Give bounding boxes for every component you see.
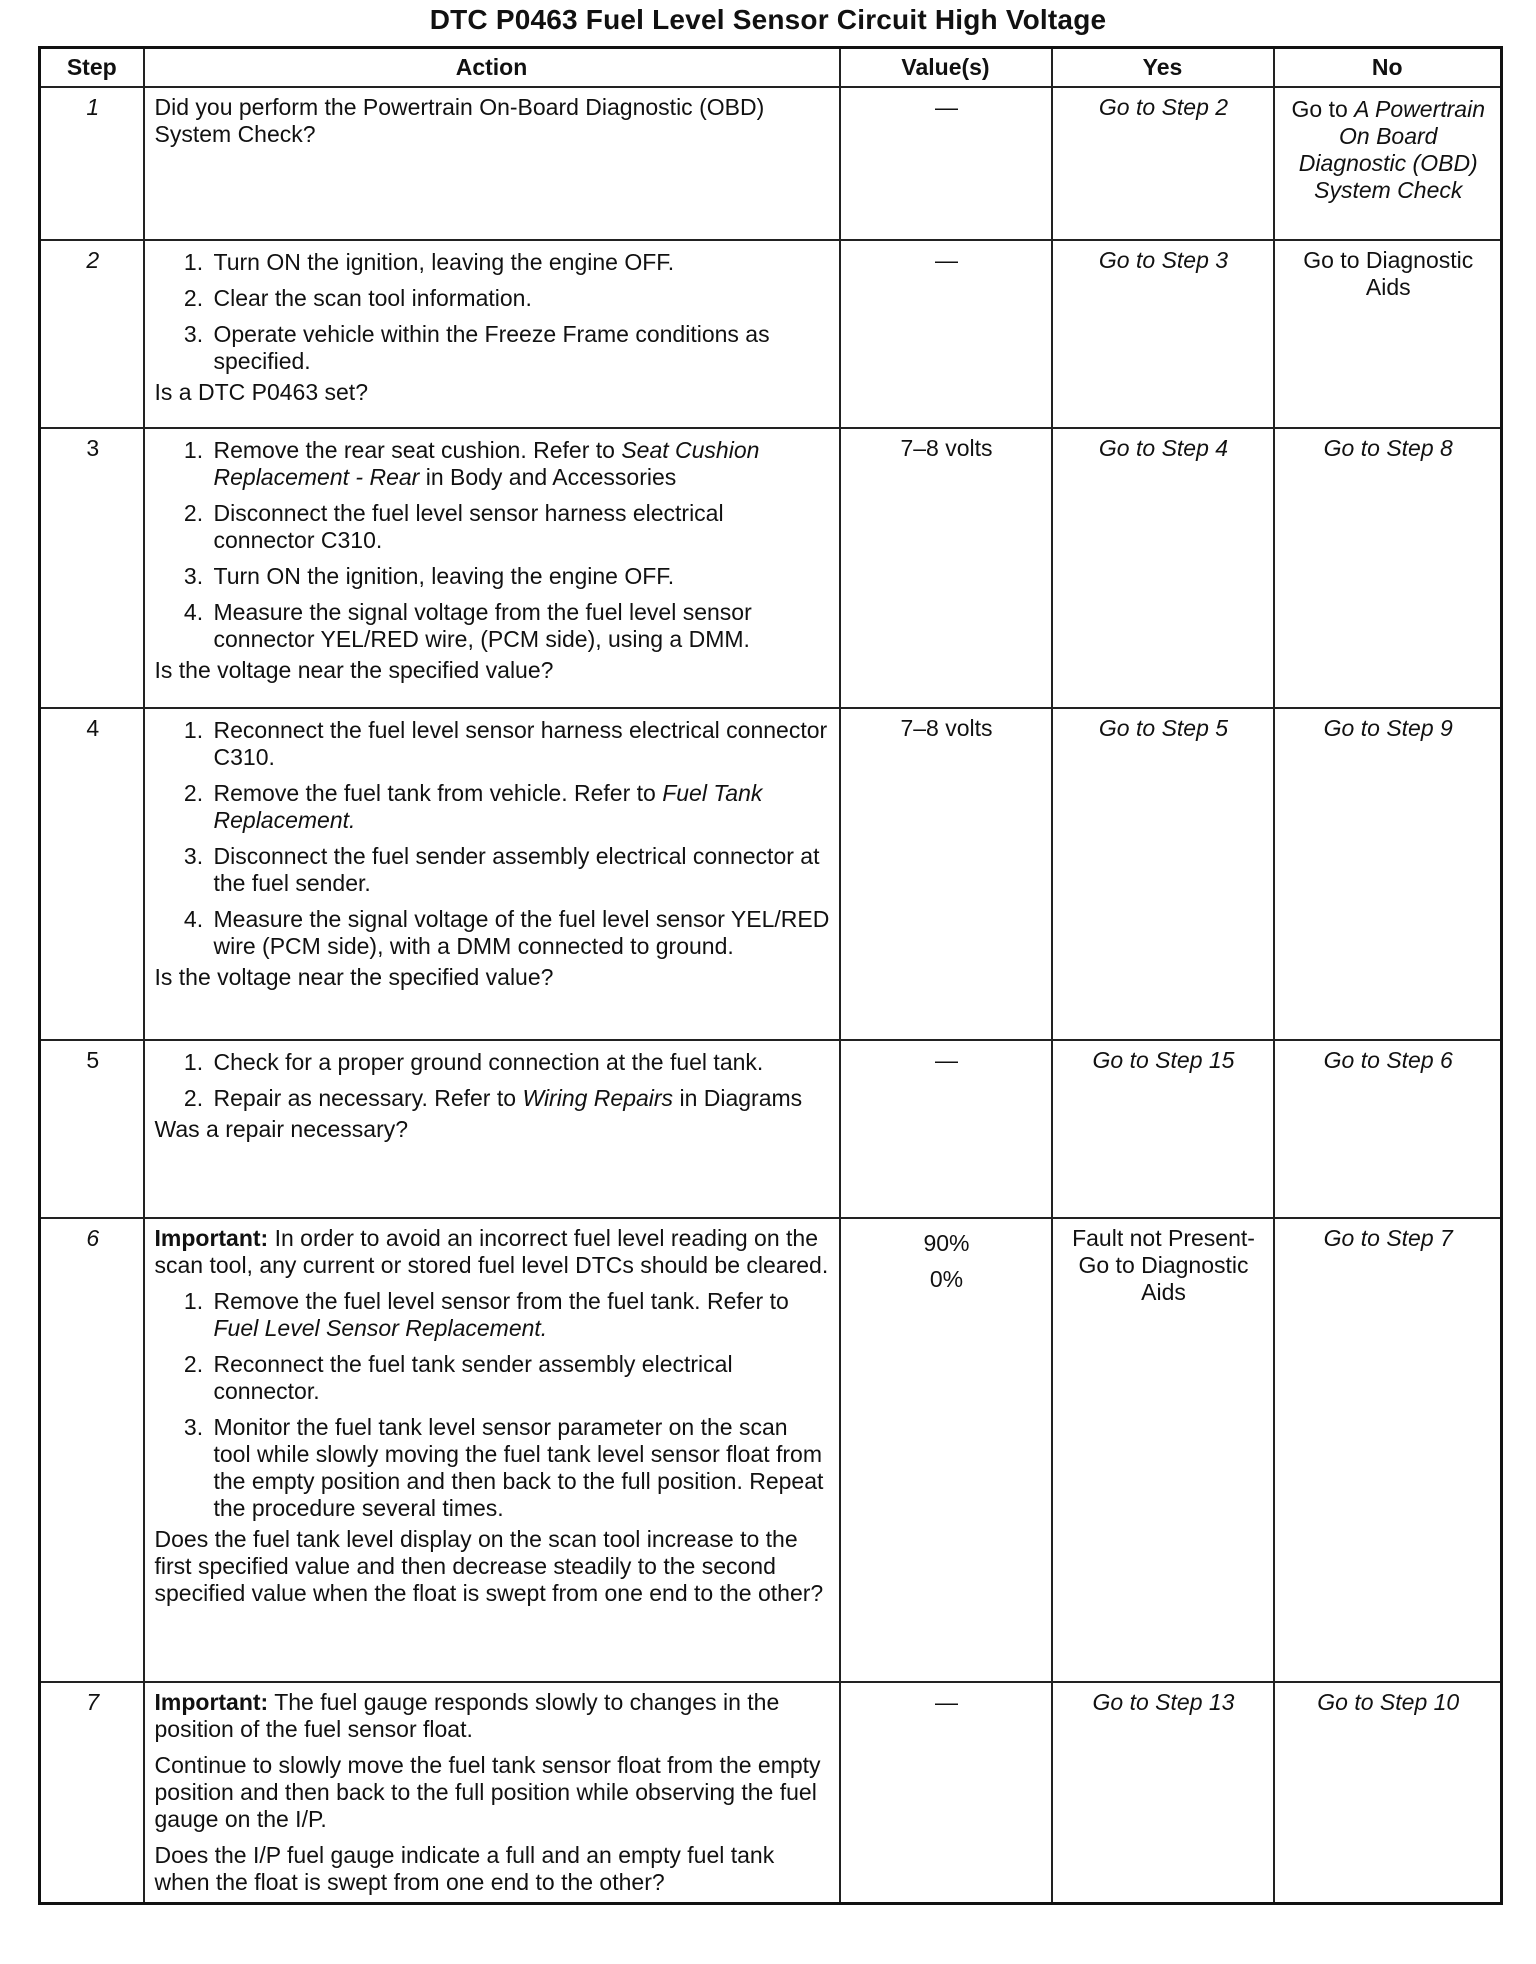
value-cell — [840, 1040, 1052, 1218]
no-cell — [1274, 87, 1502, 240]
table-row-step-7 — [40, 1682, 1502, 1904]
substep — [210, 437, 831, 491]
substep: 3. Turn ON the ignition, leaving the engine OFF. — [210, 563, 831, 590]
step-number: 6 — [40, 1218, 144, 1682]
header-row — [40, 48, 1502, 88]
table-row-step-6 — [40, 1218, 1502, 1682]
value-text: 7–8 volts — [900, 435, 993, 461]
question-text: Is the voltage near the specified value? — [154, 964, 554, 990]
no-cell: Go to Diagnostic Aids — [1274, 240, 1502, 428]
action-cell — [144, 240, 840, 428]
step-number: 7 — [40, 1682, 144, 1904]
reference-link: Fuel Tank Replacement. — [213, 780, 763, 833]
action-cell — [144, 428, 840, 708]
value-text: 0% — [929, 1266, 964, 1292]
action-cell — [144, 1218, 840, 1682]
table-row-step-3 — [40, 428, 1502, 708]
important-note — [155, 1689, 831, 1743]
substep — [210, 780, 831, 834]
value-text: — — [935, 1689, 958, 1715]
table-row-step-5 — [40, 1040, 1502, 1218]
value-cell — [840, 240, 1052, 428]
yes-cell: Go to Step 3 — [1052, 240, 1274, 428]
important-text: The fuel gauge responds slowly to changes in the position of the fuel sensor float. — [154, 1689, 780, 1742]
substep-text: Remove the fuel level sensor from the fuel tank. Refer to — [213, 1288, 789, 1314]
table-row-step-2 — [40, 240, 1502, 428]
substep: 2. Reconnect the fuel tank sender assembly electrical connector. — [210, 1351, 831, 1405]
question-text: Is the voltage near the specified value? — [154, 657, 554, 683]
step-number: 5 — [40, 1040, 144, 1218]
value-cell — [840, 428, 1052, 708]
header-yes: Yes — [1052, 48, 1274, 88]
substep-list — [155, 437, 831, 653]
page-title: DTC P0463 Fuel Level Sensor Circuit High Voltage — [429, 4, 1107, 35]
value-cell — [840, 708, 1052, 1040]
step-number: 2 — [40, 240, 144, 428]
step-number: 4 — [40, 708, 144, 1040]
substep: 2. Clear the scan tool information. — [210, 285, 831, 312]
reference-link: Fuel Level Sensor Replacement. — [213, 1315, 548, 1341]
action-cell — [144, 1682, 840, 1904]
substep-text: in Body and Accessories — [419, 464, 677, 490]
substep: 1. Check for a proper ground connection at the fuel tank. — [210, 1049, 831, 1076]
substep-text: Repair as necessary. Refer to — [213, 1085, 523, 1111]
important-label: Important: — [154, 1225, 269, 1251]
step-number: 1 — [40, 87, 144, 240]
value-text: — — [935, 1047, 958, 1073]
substep-text: in Diagrams — [673, 1085, 803, 1111]
yes-cell: Go to Step 4 — [1052, 428, 1274, 708]
yes-cell: Fault not Present-Go to Diagnostic Aids — [1052, 1218, 1274, 1682]
question-text: Does the I/P fuel gauge indicate a full and an empty fuel tank when the float is swept from one end to the other? — [154, 1842, 775, 1895]
yes-cell: Go to Step 5 — [1052, 708, 1274, 1040]
action-cell — [144, 708, 840, 1040]
substep: 3. Disconnect the fuel sender assembly electrical connector at the fuel sender. — [210, 843, 831, 897]
question-text: Did you perform the Powertrain On-Board Diagnostic (OBD) System Check? — [154, 94, 765, 147]
no-cell: Go to Step 6 — [1274, 1040, 1502, 1218]
reference-link: Wiring Repairs — [522, 1085, 674, 1111]
substep: 3. Monitor the fuel tank level sensor parameter on the scan tool while slowly moving the fuel tank level sensor float from the empty position and then back to the full position. Repeat the procedure several times. — [210, 1414, 831, 1522]
yes-cell: Go to Step 13 — [1052, 1682, 1274, 1904]
substep: 1. Reconnect the fuel level sensor harness electrical connector C310. — [210, 717, 831, 771]
reference-link: Seat Cushion Replacement - Rear — [213, 437, 760, 490]
substep — [210, 1085, 831, 1112]
important-text: In order to avoid an incorrect fuel level reading on the scan tool, any current or stored fuel level DTCs should be cleared. — [154, 1225, 829, 1278]
no-reference: A Powertrain On Board Diagnostic (OBD) System Check — [1298, 96, 1485, 203]
value-text: — — [935, 94, 958, 120]
substep-text: Remove the rear seat cushion. Refer to — [213, 437, 622, 463]
header-values: Value(s) — [840, 48, 1052, 88]
no-cell: Go to Step 9 — [1274, 708, 1502, 1040]
substep-list — [155, 1049, 831, 1112]
header-action: Action — [144, 48, 840, 88]
substep-text: Remove the fuel tank from vehicle. Refer to — [213, 780, 663, 806]
substep-list — [155, 1288, 831, 1522]
value-text: 7–8 volts — [900, 715, 993, 741]
important-note — [155, 1225, 831, 1279]
value-cell — [840, 87, 1052, 240]
substep: 4. Measure the signal voltage from the fuel level sensor connector YEL/RED wire, (PCM side), using a DMM. — [210, 599, 831, 653]
value-text: 90% — [923, 1230, 970, 1256]
step-number: 3 — [40, 428, 144, 708]
action-cell — [144, 87, 840, 240]
value-cell — [840, 1682, 1052, 1904]
no-cell: Go to Step 10 — [1274, 1682, 1502, 1904]
yes-cell: Go to Step 2 — [1052, 87, 1274, 240]
value-text: — — [935, 247, 958, 273]
instruction-text: Continue to slowly move the fuel tank sensor float from the empty position and then back to the full position while observing the fuel gauge on the I/P. — [154, 1752, 821, 1832]
important-label: Important: — [154, 1689, 269, 1715]
substep: 3. Operate vehicle within the Freeze Frame conditions as specified. — [210, 321, 831, 375]
no-cell: Go to Step 7 — [1274, 1218, 1502, 1682]
question-text: Does the fuel tank level display on the scan tool increase to the first specified value and then decrease steadily to the second specified value when the float is swept from one end to the other? — [154, 1526, 824, 1606]
table-row-step-1 — [40, 87, 1502, 240]
substep-list — [155, 717, 831, 960]
table-row-step-4 — [40, 708, 1502, 1040]
no-prefix: Go to — [1291, 96, 1355, 122]
header-step: Step — [40, 48, 144, 88]
substep — [210, 1288, 831, 1342]
yes-cell: Go to Step 15 — [1052, 1040, 1274, 1218]
action-cell — [144, 1040, 840, 1218]
substep: 4. Measure the signal voltage of the fuel level sensor YEL/RED wire (PCM side), with a DMM connected to ground. — [210, 906, 831, 960]
question-text: Was a repair necessary? — [154, 1116, 409, 1142]
substep: 1. Turn ON the ignition, leaving the engine OFF. — [210, 249, 831, 276]
substep-list — [155, 249, 831, 375]
diagnostic-table — [38, 46, 1503, 1905]
question-text: Is a DTC P0463 set? — [154, 379, 368, 405]
substep: 2. Disconnect the fuel level sensor harness electrical connector C310. — [210, 500, 831, 554]
value-cell — [840, 1218, 1052, 1682]
header-no: No — [1274, 48, 1502, 88]
no-cell: Go to Step 8 — [1274, 428, 1502, 708]
